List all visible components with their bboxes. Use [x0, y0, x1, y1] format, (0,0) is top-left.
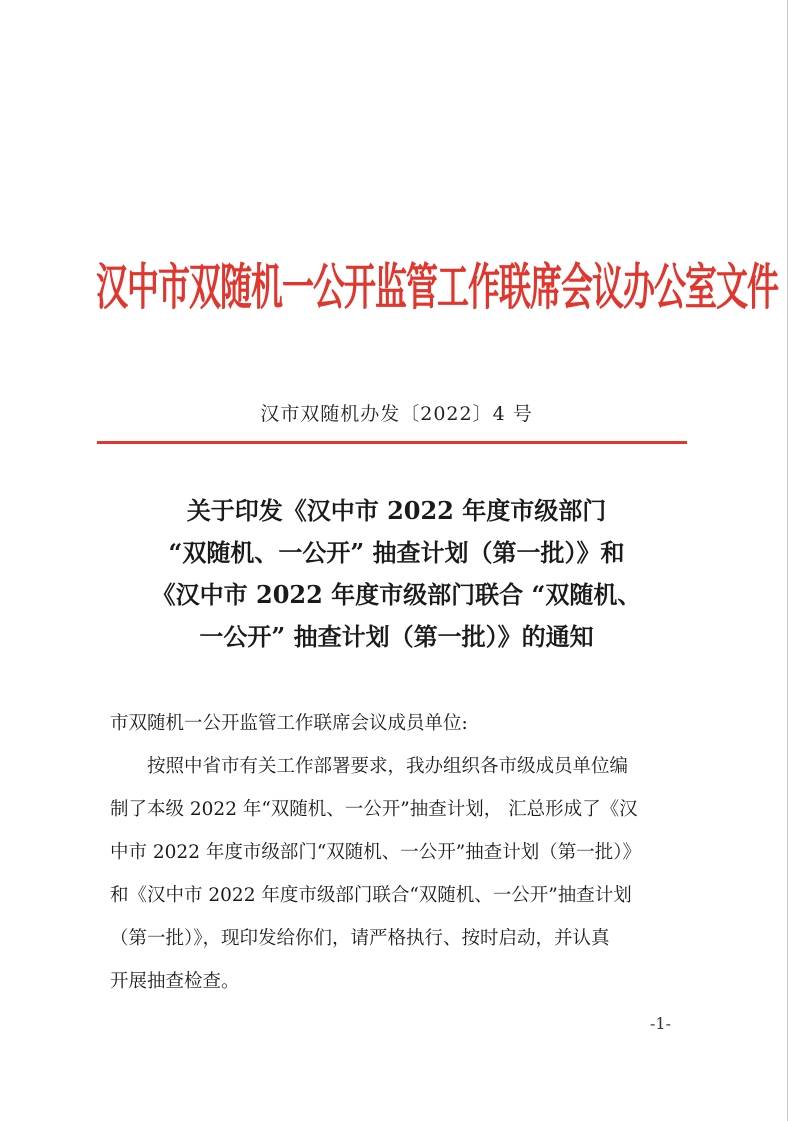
paragraph-line: 中市 2022 年度市级部门“双随机、一公开”抽查计划（第一批）》	[110, 842, 642, 863]
page-number: -1-	[650, 1014, 671, 1033]
paragraph-line: 开展抽查检查。	[110, 971, 240, 992]
title-line: “双随机、一公开” 抽查计划（第一批）》和	[168, 538, 625, 567]
page-edge-line	[787, 0, 788, 1121]
document-number: 汉市双随机办发〔2022〕4 号	[260, 403, 533, 425]
paragraph-line: 和《汉中市 2022 年度市级部门联合“双随机、一公开”抽查计划	[110, 885, 632, 906]
red-separator-line	[97, 441, 687, 444]
title-line: 《汉中市 2022 年度市级部门联合 “双随机、	[151, 580, 642, 609]
paragraph-line: 按照中省市有关工作部署要求，我办组织各市级成员单位编	[147, 756, 629, 777]
title-line: 一公开” 抽查计划（第一批）》的通知	[199, 622, 594, 651]
title-line: 关于印发《汉中市 2022 年度市级部门	[186, 496, 607, 525]
paragraph-line: 制了本级 2022 年“双随机、一公开”抽查计划， 汇总形成了《汉	[110, 799, 638, 820]
salutation: 市双随机一公开监管工作联席会议成员单位:	[110, 713, 468, 734]
issuing-authority-header: 汉中市双随机一公开监管工作联席会议办公室文件	[96, 257, 779, 317]
document-body	[110, 702, 690, 1003]
document-title	[100, 490, 693, 658]
paragraph-line: （第一批）》，现印发给你们，请严格执行、按时启动，并认真	[110, 928, 610, 949]
